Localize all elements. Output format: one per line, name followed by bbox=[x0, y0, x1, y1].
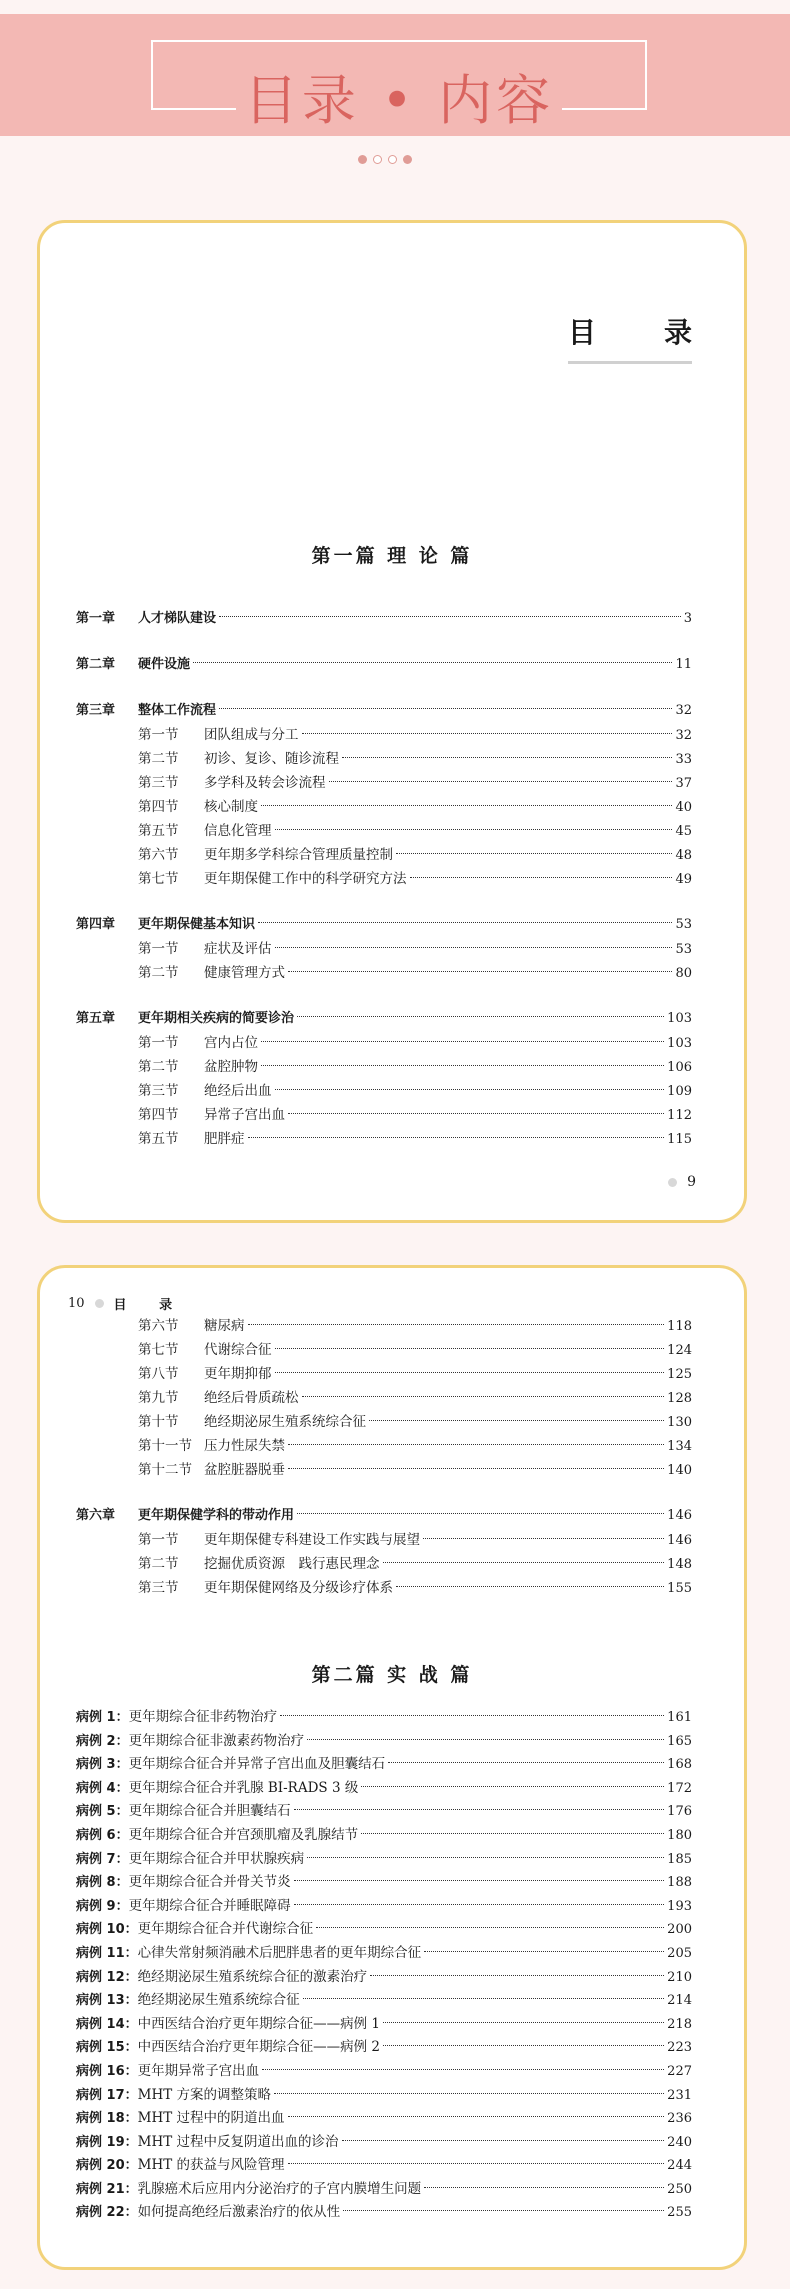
toc-entry-number: 第十二节 bbox=[138, 1462, 192, 1478]
dot-leader bbox=[383, 2022, 664, 2023]
toc-entry-number: 第二节 bbox=[138, 1556, 179, 1572]
case-number: 病例 18： bbox=[76, 2111, 138, 2127]
toc-heading-char: 目 bbox=[568, 316, 597, 349]
case-number: 病例 19： bbox=[76, 2134, 138, 2150]
dot-leader bbox=[388, 1762, 664, 1763]
case-row[interactable] bbox=[76, 1918, 692, 1942]
toc-section-row[interactable] bbox=[76, 867, 692, 891]
spacer bbox=[76, 677, 692, 699]
case-title: 更年期综合征合并宫颈肌瘤及乳腺结节 bbox=[128, 1826, 359, 1843]
dot-leader bbox=[275, 1089, 665, 1090]
case-number: 病例 14： bbox=[76, 2016, 138, 2032]
toc-entry-number: 第十节 bbox=[138, 1414, 179, 1430]
page-header bbox=[68, 1294, 186, 1313]
case-page: 223 bbox=[667, 2040, 692, 2056]
dot-leader bbox=[288, 1113, 664, 1114]
dot-leader bbox=[288, 1468, 664, 1469]
toc-entry-title: 代谢综合征 bbox=[204, 1342, 272, 1358]
dot-leader bbox=[294, 1809, 665, 1810]
case-row[interactable] bbox=[76, 1895, 692, 1919]
case-row[interactable] bbox=[76, 1966, 692, 1990]
case-number: 病例 15： bbox=[76, 2040, 138, 2056]
toc-entry-title: 信息化管理 bbox=[204, 823, 272, 839]
dot-leader bbox=[423, 1538, 664, 1539]
toc-entry-title: 更年期保健基本知识 bbox=[138, 917, 256, 932]
dot-leader bbox=[424, 2187, 664, 2188]
toc-entry-number: 第四节 bbox=[138, 1107, 179, 1123]
dot-leader bbox=[369, 1420, 664, 1421]
case-page: 227 bbox=[667, 2063, 692, 2079]
case-row[interactable] bbox=[76, 1706, 692, 1730]
toc-entry-title: 整体工作流程 bbox=[138, 703, 217, 718]
dot-leader bbox=[361, 1833, 664, 1834]
case-title: MHT 方案的调整策略 bbox=[137, 2086, 272, 2103]
toc-entry-page: 3 bbox=[683, 611, 692, 626]
spacer bbox=[76, 985, 692, 1007]
toc-section-row[interactable] bbox=[76, 819, 692, 843]
dot-leader bbox=[294, 1880, 665, 1881]
part-title: 第一篇 理 论 篇 bbox=[311, 545, 473, 567]
case-row[interactable] bbox=[76, 2201, 692, 2225]
toc-entry-title: 盆腔肿物 bbox=[204, 1059, 258, 1075]
toc-section-row[interactable] bbox=[76, 795, 692, 819]
toc-entry-page: 33 bbox=[675, 752, 692, 767]
case-number: 病例 3： bbox=[76, 1757, 129, 1773]
toc-list bbox=[76, 1314, 692, 1600]
case-number: 病例 9： bbox=[76, 1898, 129, 1914]
case-page: 176 bbox=[667, 1804, 692, 1820]
dot-leader bbox=[424, 1951, 664, 1952]
case-page: 231 bbox=[667, 2087, 692, 2103]
toc-entry-number: 第一章 bbox=[76, 611, 116, 626]
toc-entry-title: 绝经后出血 bbox=[204, 1083, 272, 1099]
toc-section-row[interactable] bbox=[76, 1055, 692, 1079]
case-page: 168 bbox=[667, 1757, 692, 1773]
toc-entry-title: 更年期抑郁 bbox=[204, 1366, 272, 1382]
case-row[interactable] bbox=[76, 2178, 692, 2202]
toc-entry-page: 32 bbox=[675, 703, 692, 718]
case-row[interactable] bbox=[76, 1777, 692, 1801]
toc-entry-page: 118 bbox=[667, 1319, 692, 1334]
dot-leader bbox=[275, 1372, 665, 1373]
carousel-dot[interactable] bbox=[373, 155, 382, 164]
toc-entry-page: 48 bbox=[675, 848, 692, 863]
case-title: 更年期综合征合并乳腺 BI-RADS 3 级 bbox=[128, 1779, 359, 1796]
carousel-dot[interactable] bbox=[403, 155, 412, 164]
toc-entry-title: 肥胖症 bbox=[204, 1131, 245, 1147]
case-number: 病例 17： bbox=[76, 2087, 138, 2103]
toc-section-row[interactable] bbox=[76, 1079, 692, 1103]
toc-section-row[interactable] bbox=[76, 1576, 692, 1600]
case-row[interactable] bbox=[76, 2107, 692, 2131]
toc-entry-number: 第六节 bbox=[138, 847, 179, 863]
case-number: 病例 8： bbox=[76, 1875, 129, 1891]
toc-section-row[interactable] bbox=[76, 1338, 692, 1362]
toc-section-row[interactable] bbox=[76, 843, 692, 867]
case-row[interactable] bbox=[76, 2036, 692, 2060]
case-title: 更年期异常子宫出血 bbox=[137, 2062, 260, 2079]
case-page: 165 bbox=[667, 1733, 692, 1749]
case-row[interactable] bbox=[76, 2131, 692, 2155]
case-page: 218 bbox=[667, 2016, 692, 2032]
toc-heading bbox=[568, 311, 692, 364]
toc-entry-number: 第七节 bbox=[138, 871, 179, 887]
dot-leader bbox=[248, 1137, 665, 1138]
toc-section-row[interactable] bbox=[76, 1410, 692, 1434]
toc-entry-number: 第一节 bbox=[138, 941, 179, 957]
case-page: 255 bbox=[667, 2205, 692, 2221]
case-row[interactable] bbox=[76, 1989, 692, 2013]
dot-leader bbox=[329, 781, 673, 782]
case-number: 病例 7： bbox=[76, 1851, 129, 1867]
case-page: 205 bbox=[667, 1945, 692, 1961]
toc-chapter-row[interactable] bbox=[76, 1007, 692, 1031]
toc-entry-page: 124 bbox=[667, 1343, 692, 1358]
toc-entry-page: 80 bbox=[675, 966, 692, 981]
dot-leader bbox=[288, 2116, 665, 2117]
dot-leader bbox=[383, 1562, 665, 1563]
case-title: 更年期综合征合并睡眠障碍 bbox=[128, 1897, 291, 1914]
toc-entry-number: 第二节 bbox=[138, 965, 179, 981]
toc-entry-page: 130 bbox=[667, 1415, 692, 1430]
toc-list bbox=[76, 607, 692, 1151]
toc-entry-page: 49 bbox=[675, 872, 692, 887]
dot-leader bbox=[342, 757, 672, 758]
case-row[interactable] bbox=[76, 1730, 692, 1754]
toc-section-row[interactable] bbox=[76, 1434, 692, 1458]
banner-title: 目录 • 内容 bbox=[236, 71, 562, 131]
toc-entry-number: 第十一节 bbox=[138, 1438, 192, 1454]
dot-leader bbox=[288, 971, 672, 972]
case-title: 中西医结合治疗更年期综合征——病例 1 bbox=[137, 2015, 381, 2032]
toc-entry-page: 103 bbox=[667, 1011, 692, 1026]
toc-entry-number: 第一节 bbox=[138, 1532, 179, 1548]
dot-leader bbox=[343, 2210, 664, 2211]
spacer bbox=[76, 891, 692, 913]
toc-entry-number: 第三节 bbox=[138, 1580, 179, 1596]
dot-leader bbox=[261, 1065, 664, 1066]
dot-leader bbox=[262, 2069, 664, 2070]
toc-entry-title: 更年期多学科综合管理质量控制 bbox=[204, 847, 393, 863]
dot-leader bbox=[280, 1715, 664, 1716]
toc-entry-number: 第二节 bbox=[138, 751, 179, 767]
case-number: 病例 12： bbox=[76, 1969, 138, 1985]
toc-section-row[interactable] bbox=[76, 1386, 692, 1410]
dot-leader bbox=[248, 1324, 665, 1325]
toc-entry-title: 糖尿病 bbox=[204, 1318, 245, 1334]
toc-entry-page: 125 bbox=[667, 1367, 692, 1382]
spacer bbox=[76, 631, 692, 653]
toc-entry-page: 45 bbox=[675, 824, 692, 839]
dot-leader bbox=[302, 733, 673, 734]
case-number: 病例 16： bbox=[76, 2063, 138, 2079]
toc-entry-page: 53 bbox=[675, 942, 692, 957]
dot-leader bbox=[288, 1444, 664, 1445]
toc-section-row[interactable] bbox=[76, 937, 692, 961]
toc-entry-title: 症状及评估 bbox=[204, 941, 272, 957]
case-row[interactable] bbox=[76, 2060, 692, 2084]
toc-entry-title: 核心制度 bbox=[204, 799, 258, 815]
case-row[interactable] bbox=[76, 1942, 692, 1966]
toc-section-row[interactable] bbox=[76, 1528, 692, 1552]
toc-entry-title: 盆腔脏器脱垂 bbox=[204, 1462, 285, 1478]
dot-leader bbox=[297, 1513, 664, 1514]
toc-entry-title: 绝经期泌尿生殖系统综合征 bbox=[204, 1414, 366, 1430]
case-number: 病例 22： bbox=[76, 2205, 138, 2221]
dot-leader bbox=[261, 805, 672, 806]
dot-leader bbox=[275, 829, 673, 830]
case-title: 更年期综合征合并骨关节炎 bbox=[128, 1874, 291, 1891]
toc-entry-number: 第五章 bbox=[76, 1011, 116, 1026]
dot-leader bbox=[275, 1348, 665, 1349]
case-list bbox=[76, 1706, 692, 2225]
case-row[interactable] bbox=[76, 2084, 692, 2108]
toc-entry-title: 更年期保健专科建设工作实践与展望 bbox=[204, 1532, 420, 1548]
toc-entry-title: 压力性尿失禁 bbox=[204, 1438, 285, 1454]
toc-entry-number: 第八节 bbox=[138, 1366, 179, 1382]
toc-chapter-row[interactable] bbox=[76, 699, 692, 723]
toc-entry-number: 第三章 bbox=[76, 703, 116, 718]
toc-entry-page: 128 bbox=[667, 1391, 692, 1406]
case-page: 250 bbox=[667, 2181, 692, 2197]
case-page: 185 bbox=[667, 1851, 692, 1867]
toc-entry-page: 155 bbox=[667, 1581, 692, 1596]
case-title: 更年期综合征非激素药物治疗 bbox=[128, 1732, 305, 1749]
toc-section-row[interactable] bbox=[76, 723, 692, 747]
toc-entry-number: 第三节 bbox=[138, 1083, 179, 1099]
toc-entry-title: 团队组成与分工 bbox=[204, 727, 299, 743]
toc-entry-number: 第三节 bbox=[138, 775, 179, 791]
carousel-dot[interactable] bbox=[358, 155, 367, 164]
toc-entry-title: 异常子宫出血 bbox=[204, 1107, 285, 1123]
toc-entry-number: 第四章 bbox=[76, 917, 116, 932]
toc-entry-title: 硬件设施 bbox=[138, 657, 191, 672]
case-page: 244 bbox=[667, 2158, 692, 2174]
case-page: 240 bbox=[667, 2134, 692, 2150]
spacer bbox=[76, 1482, 692, 1504]
case-title: 乳腺癌术后应用内分泌治疗的子宫内膜增生问题 bbox=[137, 2180, 422, 2197]
case-row[interactable] bbox=[76, 1824, 692, 1848]
case-page: 210 bbox=[667, 1969, 692, 1985]
carousel-dot[interactable] bbox=[388, 155, 397, 164]
toc-entry-page: 32 bbox=[675, 728, 692, 743]
case-title: 绝经期泌尿生殖系统综合征 bbox=[137, 1992, 300, 2009]
case-row[interactable] bbox=[76, 1753, 692, 1777]
page-dot-icon bbox=[668, 1178, 677, 1187]
case-page: 193 bbox=[667, 1898, 692, 1914]
toc-entry-number: 第五节 bbox=[138, 823, 179, 839]
toc-entry-number: 第一节 bbox=[138, 1035, 179, 1051]
case-number: 病例 20： bbox=[76, 2158, 138, 2174]
dot-leader bbox=[302, 1396, 665, 1397]
carousel-dots bbox=[358, 155, 412, 164]
dot-leader bbox=[258, 922, 672, 923]
case-title: 更年期综合征合并胆囊结石 bbox=[128, 1803, 291, 1820]
toc-chapter-row[interactable] bbox=[76, 607, 692, 631]
dot-leader bbox=[361, 1786, 664, 1787]
toc-entry-number: 第七节 bbox=[138, 1342, 179, 1358]
toc-entry-page: 40 bbox=[675, 800, 692, 815]
toc-entry-page: 146 bbox=[667, 1533, 692, 1548]
dot-leader bbox=[219, 708, 672, 709]
page-number-value: 10 bbox=[68, 1296, 85, 1311]
page-number bbox=[668, 1174, 696, 1190]
toc-entry-number: 第六节 bbox=[138, 1318, 179, 1334]
case-title: MHT 过程中反复阴道出血的诊治 bbox=[137, 2133, 339, 2150]
toc-section-row[interactable] bbox=[76, 771, 692, 795]
case-row[interactable] bbox=[76, 2013, 692, 2037]
case-title: 更年期综合征非药物治疗 bbox=[128, 1709, 278, 1725]
case-title: 绝经期泌尿生殖系统综合征的激素治疗 bbox=[137, 1968, 368, 1985]
case-title: 更年期综合征合并甲状腺疾病 bbox=[128, 1850, 305, 1867]
case-title: 更年期综合征合并异常子宫出血及胆囊结石 bbox=[128, 1756, 386, 1773]
toc-entry-number: 第二章 bbox=[76, 657, 116, 672]
toc-entry-page: 146 bbox=[667, 1508, 692, 1523]
toc-entry-title: 更年期保健工作中的科学研究方法 bbox=[204, 871, 407, 887]
dot-leader bbox=[342, 2140, 665, 2141]
toc-entry-number: 第九节 bbox=[138, 1390, 179, 1406]
dot-leader bbox=[288, 2163, 665, 2164]
dot-leader bbox=[261, 1041, 664, 1042]
case-page: 236 bbox=[667, 2111, 692, 2127]
toc-entry-title: 更年期相关疾病的简要诊治 bbox=[138, 1011, 295, 1026]
toc-heading-char: 录 bbox=[663, 316, 692, 349]
case-page: 180 bbox=[667, 1827, 692, 1843]
toc-entry-title: 挖掘优质资源 践行惠民理念 bbox=[204, 1556, 380, 1572]
toc-section-row[interactable] bbox=[76, 1127, 692, 1151]
header-banner bbox=[0, 14, 790, 136]
dot-leader bbox=[303, 1998, 665, 1999]
case-number: 病例 10： bbox=[76, 1922, 138, 1938]
part-title: 第二篇 实 战 篇 bbox=[311, 1664, 473, 1686]
case-page: 188 bbox=[667, 1875, 692, 1891]
toc-entry-title: 人才梯队建设 bbox=[138, 611, 217, 626]
case-number: 病例 21： bbox=[76, 2181, 138, 2197]
toc-entry-title: 初诊、复诊、随诊流程 bbox=[204, 751, 339, 767]
toc-section-row[interactable] bbox=[76, 1031, 692, 1055]
dot-leader bbox=[193, 662, 672, 663]
case-title: 如何提高绝经后激素治疗的依从性 bbox=[137, 2204, 341, 2221]
toc-entry-page: 148 bbox=[667, 1557, 692, 1572]
toc-entry-title: 宫内占位 bbox=[204, 1035, 258, 1051]
dot-leader bbox=[396, 1586, 664, 1587]
page-number-value: 9 bbox=[687, 1174, 696, 1190]
toc-entry-page: 109 bbox=[667, 1084, 692, 1099]
case-row[interactable] bbox=[76, 1800, 692, 1824]
dot-leader bbox=[294, 1904, 665, 1905]
toc-entry-page: 11 bbox=[675, 657, 692, 672]
toc-entry-number: 第一节 bbox=[138, 727, 179, 743]
toc-section-row[interactable] bbox=[76, 1314, 692, 1338]
dot-leader bbox=[316, 1927, 664, 1928]
toc-entry-title: 更年期保健学科的带动作用 bbox=[138, 1508, 295, 1523]
toc-entry-page: 37 bbox=[675, 776, 692, 791]
toc-entry-page: 53 bbox=[675, 917, 692, 932]
toc-entry-page: 134 bbox=[667, 1439, 692, 1454]
case-page: 172 bbox=[667, 1780, 692, 1796]
case-row[interactable] bbox=[76, 1871, 692, 1895]
toc-section-row[interactable] bbox=[76, 961, 692, 985]
toc-section-row[interactable] bbox=[76, 1458, 692, 1482]
case-page: 214 bbox=[667, 1993, 692, 2009]
toc-section-row[interactable] bbox=[76, 1103, 692, 1127]
toc-entry-page: 106 bbox=[667, 1060, 692, 1075]
toc-entry-number: 第二节 bbox=[138, 1059, 179, 1075]
case-number: 病例 2： bbox=[76, 1733, 129, 1749]
dot-leader bbox=[410, 877, 673, 878]
dot-leader bbox=[297, 1016, 664, 1017]
banner-frame bbox=[151, 40, 647, 132]
case-number: 病例 5： bbox=[76, 1804, 129, 1820]
case-title: 更年期综合征合并代谢综合征 bbox=[137, 1921, 314, 1938]
toc-entry-number: 第六章 bbox=[76, 1508, 116, 1523]
toc-section-row[interactable] bbox=[76, 747, 692, 771]
toc-entry-title: 绝经后骨质疏松 bbox=[204, 1390, 299, 1406]
toc-chapter-row[interactable] bbox=[76, 653, 692, 677]
case-page: 200 bbox=[667, 1922, 692, 1938]
case-title: 心律失常射频消融术后肥胖患者的更年期综合征 bbox=[137, 1944, 422, 1961]
case-number: 病例 6： bbox=[76, 1827, 129, 1843]
dot-leader bbox=[370, 1975, 664, 1976]
toc-entry-title: 健康管理方式 bbox=[204, 965, 285, 981]
case-number: 病例 1： bbox=[76, 1710, 129, 1725]
toc-section-row[interactable] bbox=[76, 1552, 692, 1576]
case-number: 病例 13： bbox=[76, 1993, 138, 2009]
dot-leader bbox=[307, 1857, 664, 1858]
toc-entry-page: 112 bbox=[667, 1108, 692, 1123]
case-title: 中西医结合治疗更年期综合征——病例 2 bbox=[137, 2039, 381, 2056]
toc-page-9 bbox=[37, 220, 747, 1223]
page-header-label: 目 录 bbox=[113, 1298, 187, 1313]
dot-leader bbox=[383, 2045, 664, 2046]
toc-page-10 bbox=[37, 1265, 747, 2270]
toc-entry-page: 115 bbox=[667, 1132, 692, 1147]
case-page: 161 bbox=[667, 1710, 692, 1725]
dot-leader bbox=[307, 1739, 664, 1740]
toc-chapter-row[interactable] bbox=[76, 913, 692, 937]
dot-leader bbox=[219, 616, 681, 617]
page-dot-icon bbox=[95, 1299, 104, 1308]
dot-leader bbox=[274, 2093, 664, 2094]
toc-entry-page: 103 bbox=[667, 1036, 692, 1051]
dot-leader bbox=[275, 947, 673, 948]
toc-entry-title: 多学科及转会诊流程 bbox=[204, 775, 326, 791]
toc-chapter-row[interactable] bbox=[76, 1504, 692, 1528]
case-title: MHT 过程中的阴道出血 bbox=[137, 2110, 285, 2127]
case-title: MHT 的获益与风险管理 bbox=[137, 2157, 285, 2174]
case-row[interactable] bbox=[76, 2154, 692, 2178]
toc-entry-page: 140 bbox=[667, 1463, 692, 1478]
dot-leader bbox=[396, 853, 672, 854]
toc-entry-number: 第四节 bbox=[138, 799, 179, 815]
toc-entry-number: 第五节 bbox=[138, 1131, 179, 1147]
toc-section-row[interactable] bbox=[76, 1362, 692, 1386]
toc-entry-title: 更年期保健网络及分级诊疗体系 bbox=[204, 1580, 393, 1596]
case-number: 病例 4： bbox=[76, 1780, 129, 1796]
case-row[interactable] bbox=[76, 1848, 692, 1872]
case-number: 病例 11： bbox=[76, 1945, 138, 1961]
